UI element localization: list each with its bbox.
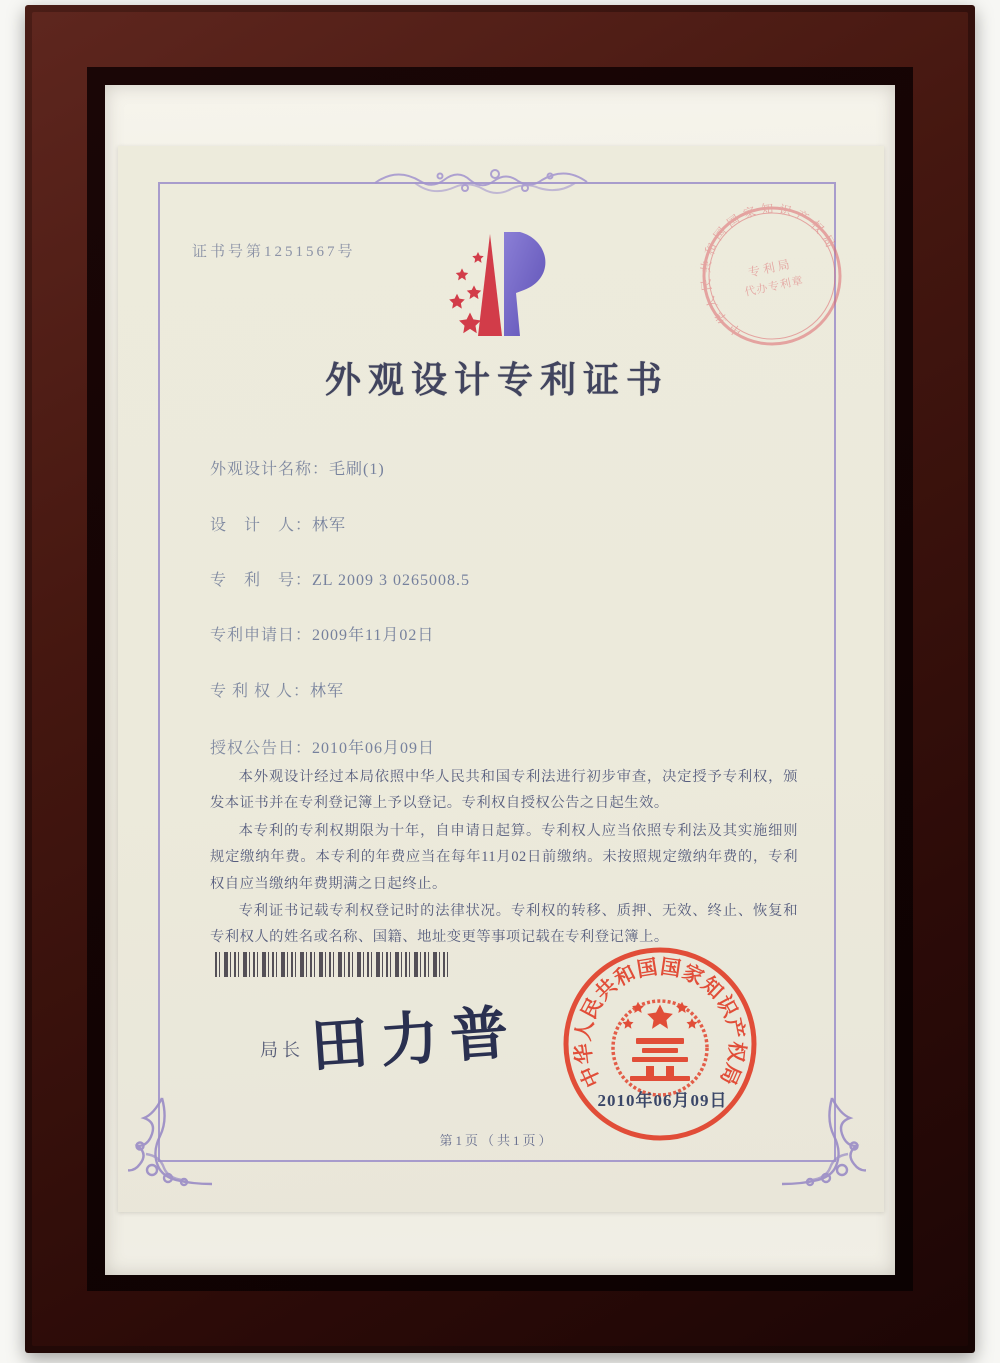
sipo-seal (558, 942, 762, 1146)
field-label: 专利申请日： (210, 627, 313, 644)
field-grant-date (210, 735, 435, 758)
corner-stamp-ring-text: 中华人民共和国国家知识产权局 (698, 201, 839, 339)
field-value: 2009年11月02日 (312, 627, 435, 644)
field-label: 外观设计名称： (210, 461, 330, 478)
field-value: 林军 (312, 517, 347, 534)
body-paragraph-1: 本外观设计经过本局依照中华人民共和国专利法进行初步审查，决定授予专利权，颁发本证书并在专利登记簿上予以登记。专利权自授权公告之日起生效。 (210, 769, 798, 812)
national-emblem (622, 1002, 697, 1081)
field-design-name (210, 456, 385, 479)
certificate-title: 外观设计专利证书 (324, 360, 669, 400)
corner-stamp-center-1: 专利局 (746, 256, 794, 280)
corner-stamp-center-2: 代办专利章 (743, 274, 805, 299)
field-value: 毛刷(1) (329, 461, 385, 478)
field-patent-number (210, 567, 470, 590)
body-paragraph-2: 本专利的专利权期限为十年，自申请日起算。专利权人应当依照专利法及其实施细则规定缴纳年费。本专利的年费应当在每年11月02日前缴纳。未按照规定缴纳年费的，专利权自应当缴纳年费期满之日起终止。 (210, 823, 798, 892)
corner-round-stamp (684, 188, 860, 364)
field-value: ZL 2009 3 0265008.5 (312, 572, 470, 589)
director-label: 局长 (260, 1040, 304, 1060)
field-value: 2010年06月09日 (312, 740, 436, 757)
certificate-number: 证书号第1251567号 (192, 244, 356, 260)
director-signature: 田力普 (308, 999, 523, 1080)
barcode (215, 952, 449, 977)
field-label: 设 计 人： (210, 517, 313, 534)
seal-date: 2010年06月09日 (597, 1091, 728, 1110)
field-patentee (210, 678, 344, 701)
body-paragraph-3: 专利证书记载专利权登记时的法律状况。专利权的转移、质押、无效、终止、恢复和专利权人的姓名或名称、国籍、地址变更等事项记载在专利登记簿上。 (210, 903, 798, 946)
page-number: 第1页（共1页） (439, 1133, 555, 1148)
field-label: 授权公告日： (210, 740, 313, 757)
field-value: 林军 (310, 683, 345, 700)
field-filing-date (210, 622, 434, 645)
field-label: 专 利 权 人： (210, 683, 311, 700)
seal-ring-text: 中华人民共和国国家知识产权局 (572, 956, 748, 1091)
field-designer (210, 512, 346, 535)
field-label: 专 利 号： (210, 572, 313, 589)
